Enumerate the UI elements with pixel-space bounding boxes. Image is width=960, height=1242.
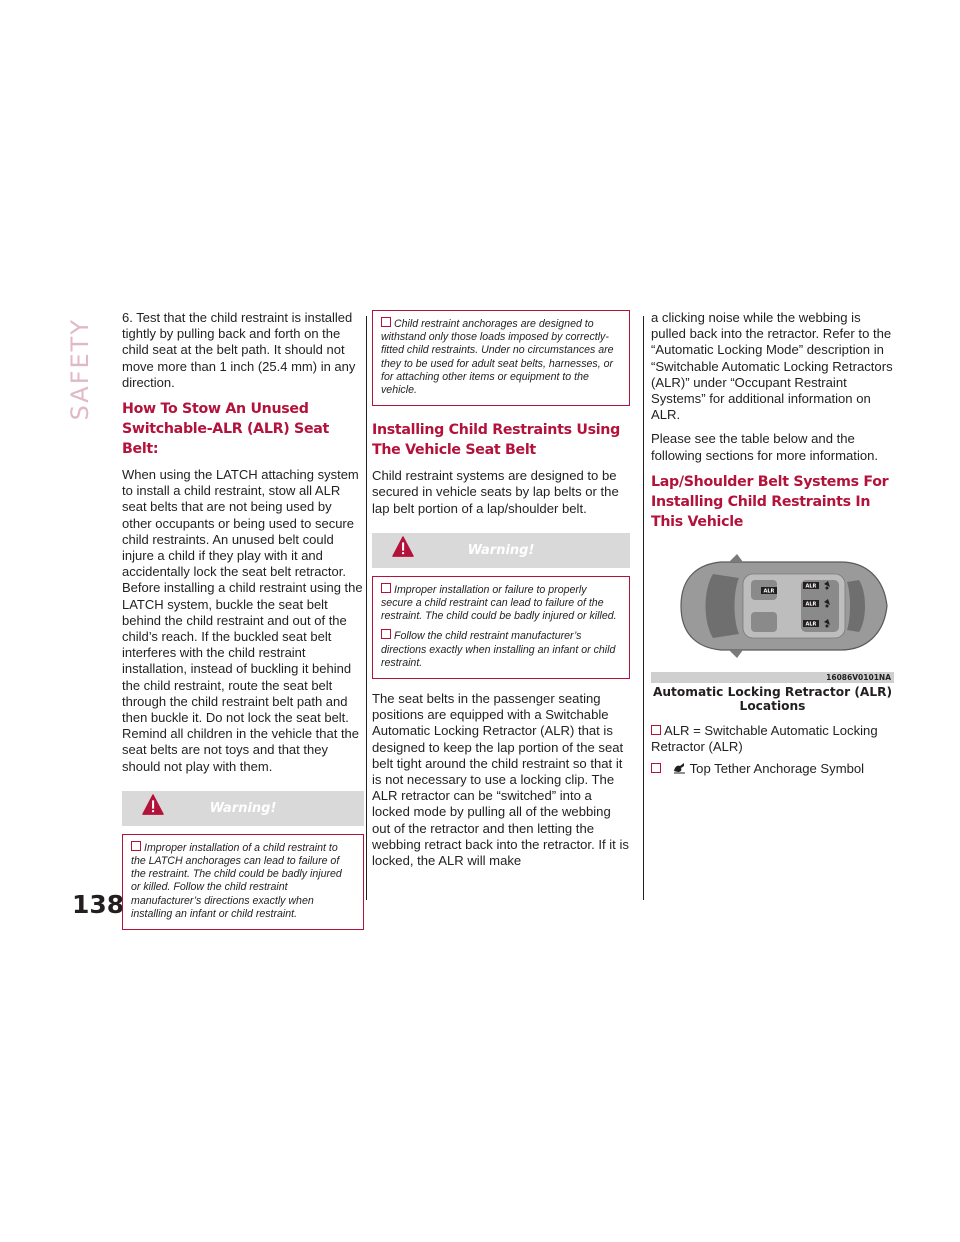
column-divider — [366, 316, 367, 900]
warning-title: Warning! — [209, 800, 277, 816]
page-number: 138 — [72, 890, 125, 919]
warning-box — [372, 576, 630, 679]
see-table-text: Please see the table below and the following sections for more information. — [651, 431, 879, 463]
svg-text:ALR: ALR — [805, 621, 817, 628]
tether-anchor-icon — [672, 762, 686, 774]
legend-alr: ALR = Switchable Automatic Locking Retractor (ALR) — [651, 722, 878, 755]
warning-triangle-icon — [142, 794, 164, 816]
svg-text:ALR: ALR — [805, 601, 817, 608]
alr-locations-figure — [651, 540, 894, 683]
warning-title: Warning! — [467, 542, 535, 558]
warning-box — [122, 834, 364, 930]
svg-text:ALR: ALR — [763, 588, 775, 595]
heading-vehicle-seat-belt: Installing Child Restraints Using The Vehicle Seat Belt — [372, 422, 620, 459]
bullet-square-icon — [651, 763, 661, 773]
column-2 — [372, 310, 630, 877]
section-label: SAFETY — [66, 318, 94, 421]
alr-body: The seat belts in the passenger seating positions are equipped with a Switchable Automatic Locking Retractor (ALR) that is designed to keep the lap portion of the seat belt tight around the child restraint so that it is not necessary to use a locking clip. The ALR retractor can be “switched” into a locked mode by pulling all of the webbing out of the retractor and then letting the webbing retract back into the retractor. If it is locked, the ALR will make — [372, 691, 629, 869]
step-6: 6. Test that the child restraint is installed tightly by pulling back and forth on the child seat at the belt path. It should not move more than 1 inch (25.4 mm) in any direction. — [122, 310, 356, 390]
alr-tag-rear-2 — [803, 600, 819, 608]
warning-triangle-icon — [392, 536, 414, 558]
warning-bar — [122, 791, 364, 826]
warning-box-continued — [372, 310, 630, 406]
warning-bar — [372, 533, 630, 568]
warning-item: Follow the child restraint manufacturer’s directions exactly when installing an infant or child restraint. — [381, 630, 616, 669]
warning-item: Child restraint anchorages are designed to withstand only those loads imposed by correctly-fitted child restraints. Under no circumstances are they to be used for adult seat belts, harnesses, or for attaching other items or equipment to the vehicle. — [381, 318, 614, 397]
bullet-square-icon — [131, 841, 141, 851]
car-top-view-illustration — [651, 540, 894, 672]
alr-tag-rear-3 — [803, 620, 819, 628]
figure-caption: Automatic Locking Retractor (ALR) Locations — [652, 684, 893, 713]
bullet-square-icon — [651, 725, 661, 735]
bullet-square-icon — [381, 629, 391, 639]
alr-tag-front — [761, 587, 777, 595]
alr-tag-rear-1 — [803, 582, 819, 590]
bullet-square-icon — [381, 583, 391, 593]
heading-stow-alr: How To Stow An Unused Switchable-ALR (ALR) Seat Belt: — [122, 401, 330, 458]
vehicle-seat-belt-intro: Child restraint systems are designed to be secured in vehicle seats by lap belts or the lap belt portion of a lap/shoulder belt. — [372, 468, 619, 516]
figure-code: 16086V0101NA — [651, 672, 894, 683]
column-1 — [122, 310, 364, 930]
column-divider — [643, 316, 644, 900]
heading-lap-shoulder: Lap/Shoulder Belt Systems For Installing Child Restraints In This Vehicle — [651, 473, 889, 530]
legend-tether: Top Tether Anchorage Symbol — [651, 761, 894, 777]
stow-alr-body: When using the LATCH attaching system to install a child restraint, stow all ALR seat belts that are not being used by other occupants or being used to secure child restraints. An unused belt could injure a child if they play with it and accidentally lock the seat belt retractor. Before installing a child restraint using the LATCH system, buckle the seat belt behind the child restraint and out of the child’s reach. If the buckled seat belt interferes with the child restraint installation, instead of buckling it behind the child restraint, route the seat belt through the child restraint belt path and then buckle it. Do not lock the seat belt. Remind all children in the vehicle that the seat belts are not toys and that they should not play with them. — [122, 467, 363, 774]
alr-body-continued: a clicking noise while the webbing is pulled back into the retractor. Refer to the “Automatic Locking Mode” description in “Switchable Automatic Locking Retractors (ALR)” under “Occupant Restraint Systems” for additional information on ALR. — [651, 310, 893, 423]
svg-text:ALR: ALR — [805, 583, 817, 590]
warning-item: Improper installation of a child restraint to the LATCH anchorages can lead to failure of the restraint. The child could be badly injured or killed. Follow the child restraint manufacturer’s directions exactly when installing an infant or child restraint. — [131, 841, 342, 920]
warning-item: Improper installation or failure to properly secure a child restraint can lead to failure of the restraint. The child could be badly injured or killed. — [381, 583, 617, 623]
column-3 — [651, 310, 894, 783]
bullet-square-icon — [381, 317, 391, 327]
